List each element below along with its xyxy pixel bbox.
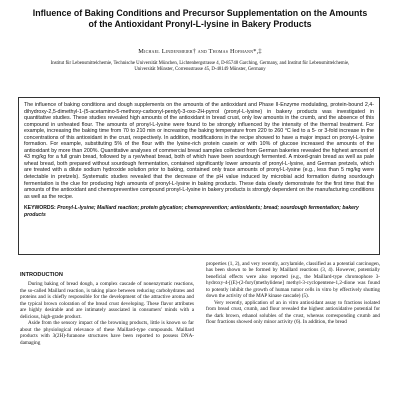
abstract-text: The influence of baking conditions and dough supplements on the amounts of the antioxidant and Phase II-Enzyme modulating, protein-bound 2,4-dihydroxy-2,5-dimethyl-1-(5-acetamino-5-methoxy-carbonyl-pentyl)-3-oxo-2H-pyrrol (pronyl-L-lysine) in bakery products was investigated in quantitative studies. These studies revealed high amounts of the antioxidant in bread crust, only low amounts in the crumb, and the absence of this compound in unheated flour. The amounts of pronyl-L-lysine were found to be strongly influenced by the intensity of the thermal treatment. For example, increasing the baking time from 70 to 210 min or increasing the baking temperature from 220 to 260 °C led to a 5- or 3-fold increase in the concentrations of this antioxidant in the crust, respectively. In addition, modifications in the recipe showed to have a major impact on pronyl-L-lysine formation. For example, substituting 5% of the flour with the lysine-rich protein casein or with 10% of glucose increased the amounts of the antioxidant by more than 200%. Quantitative analyses of commercial bread samples collected from German bakeries revealed the highest amount of 43 mg/kg for a full grain bread, followed by a rye/wheat bread, both of which have been sourdough fermented. A mixed-grain bread as well as pale wheat bread, both prepared without sourdough fermentation, contained significantly lower amounts of pronyl-L-lysine, and German pretzels, which are treated with a dilute sodium hydroxide solution prior to baking, contained only trace amounts of pronyl-L-lysine (e.g., less than 5 mg/kg were detectable in pretzels). Systematic studies revealed that the decrease of the pH value induced by microbial acid formation during sourdough fermentation is the clue for producing high amounts of pronyl-L-lysine in baking products. These data clearly demonstrate for the first time that the amounts of the antioxidant and chemopreventive compound pronyl-L-lysine in bakery products is strongly dependent on the manufacturing conditions as well as the recipe. bbox=[24, 102, 374, 200]
paper-title: Influence of Baking Conditions and Precursor Supplementation on the Amounts of the Antioxidant Pronyl-L-lysine in Bakery Products bbox=[32, 8, 368, 29]
abstract-box bbox=[18, 97, 380, 255]
paragraph: properties (1, 2), and very recently, acrylamide, classified as a potential carcinogen, has been shown to be formed by Maillard reactions (3, 4). However, potentially beneficial effects were also reported (e.g., the Maillard-type chromophore 3-hydroxy-4-[(E)-(2-furyl)methylidene] methyl-3-cyclopentene-1,2-dione was found to potently inhibit the growth of human tumor cells in vitro by effectively shutting down the activity of the MAP kinase cascade) (5). bbox=[206, 261, 380, 300]
author-line: Michael Lindenmeier† and Thomas Hofmann*,‡ bbox=[138, 48, 262, 55]
left-column bbox=[20, 272, 194, 346]
keywords-label: KEYWORDS: bbox=[24, 205, 56, 212]
paragraph: Aside from the sensory impact of the browning products, little is known so far about the physiological relevance of these Maillard-type compounds. Maillard products with 3(2H)-furanone structures have been reported to possess DNA-damaging bbox=[20, 320, 194, 346]
keywords-list: Pronyl-L-lysine; Maillard reaction; protein glycation; chemoprevention; antioxidants; bread; sourdough fermentation; bakery products bbox=[24, 205, 359, 218]
paragraph: Very recently, application of an in vitro antioxidant assay to fractions isolated from bread crust, crumb, and flour revealed the highest antioxidative potential for the dark brown, ethanol solubles of the crust, whereas corresponding crumb and flour fractions showed only minor activity (6). In addition, the bread bbox=[206, 299, 380, 326]
keywords bbox=[24, 205, 374, 218]
paragraph: During baking of bread dough, a complex cascade of nonenzymatic reactions, the so-called Maillard reaction, is taking place between reducing carbohydrates and proteins and is chiefly responsible for the development of the attractive aroma and the typical brown coloration of the bread crust developing. These flavor attributes are highly desirable and are intimately associated in consumers' minds with a delicious, high-grade product. bbox=[20, 281, 194, 320]
section-heading-introduction: INTRODUCTION bbox=[20, 272, 63, 278]
right-column bbox=[206, 261, 380, 326]
affiliation: Institut für Lebensmittelchemie, Technische Universität München, Lichtenbergstrasse 4, D-85748 Garching, Germany, and Institut für Lebensmittelchemie, Universität Münster, Corrensstrasse 45, D-48149 Münster, Germany bbox=[50, 61, 350, 73]
